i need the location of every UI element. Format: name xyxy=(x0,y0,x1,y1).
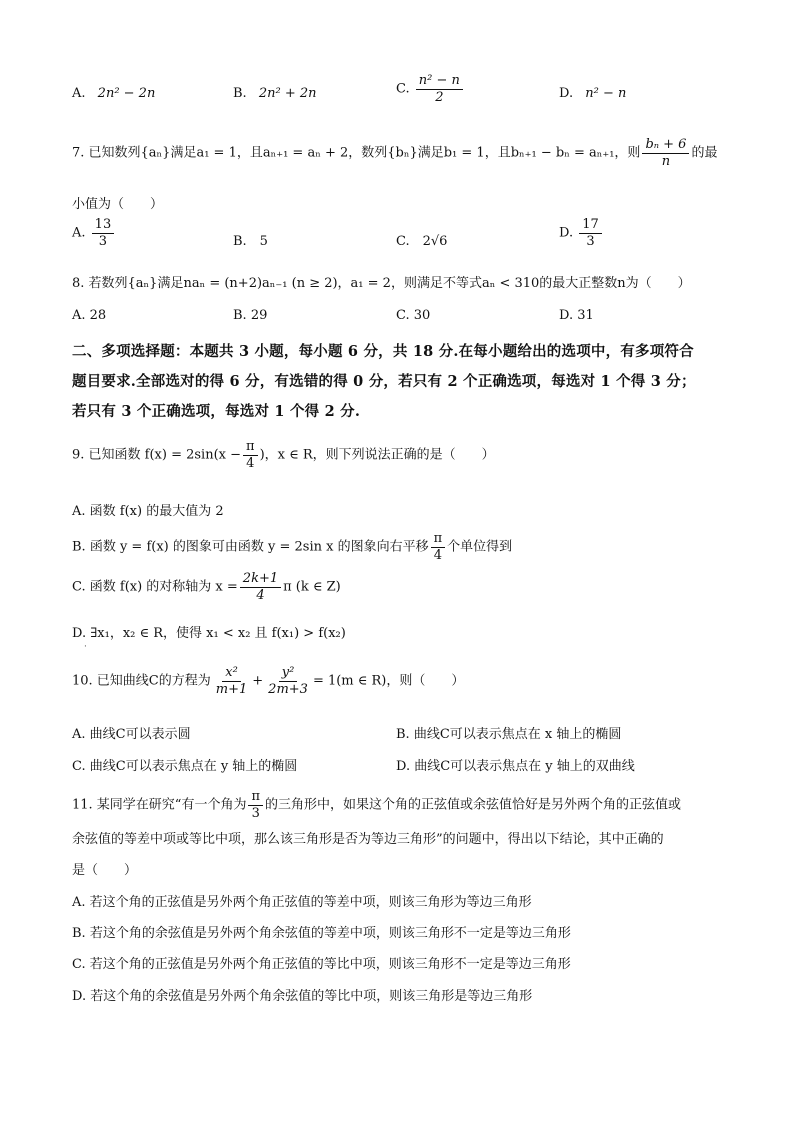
q7-option-a-numerator: 13 xyxy=(92,218,115,234)
q10-y-denominator: 2m+3 xyxy=(268,681,308,697)
q10-stem-tail: = 1(m ∈ R)，则（ ） xyxy=(312,673,465,689)
q6-option-a-expr: 2n² − 2n xyxy=(97,86,156,101)
q7-stem-line2: 小值为（ ） xyxy=(72,197,164,212)
q8-option-b: B. 29 xyxy=(233,308,268,323)
q6-option-c-denominator: 2 xyxy=(435,89,444,105)
q11-stem-line3: 是（ ） xyxy=(72,863,138,878)
q11-pi-numerator: π xyxy=(248,790,263,806)
q7-option-d-numerator: 17 xyxy=(579,218,602,234)
q9-option-c-denominator: 4 xyxy=(256,587,265,603)
q6-option-c-label: C. xyxy=(396,81,410,97)
q7-fraction-denominator: n xyxy=(661,153,671,169)
q10-option-d: D. 曲线C可以表示焦点在 y 轴上的双曲线 xyxy=(396,759,635,774)
q6-option-a xyxy=(72,86,155,101)
q9-option-b-denominator: 4 xyxy=(433,547,442,563)
stray-dot: · xyxy=(84,642,87,652)
q10-stem-text: 10. 已知曲线C的方程为 xyxy=(72,673,211,689)
q7-option-a-denominator: 3 xyxy=(98,233,108,249)
q11-stem-tail: 的三角形中，如果这个角的正弦值或余弦值恰好是另外两个角的正弦值或 xyxy=(265,797,682,813)
q11-option-d: D. 若这个角的余弦值是另外两个角余弦值的等比中项，则该三角形是等边三角形 xyxy=(72,989,533,1004)
q11-option-a: A. 若这个角的正弦值是另外两个角正弦值的等差中项，则该三角形为等边三角形 xyxy=(72,895,532,910)
q6-option-a-label: A. xyxy=(72,86,86,101)
q10-fraction-x xyxy=(213,666,251,696)
q8-option-a: A. 28 xyxy=(72,308,107,323)
q10-stem xyxy=(72,666,464,696)
q9-option-c-text: C. 函数 f(x) 的对称轴为 x = xyxy=(72,579,238,595)
q9-option-d: D. ∃x₁，x₂ ∈ R，使得 x₁ < x₂ 且 f(x₁) > f(x₂) xyxy=(72,626,346,641)
q7-option-d xyxy=(559,218,604,248)
q7-stem xyxy=(72,138,717,168)
q9-option-b xyxy=(72,532,512,562)
q9-option-a: A. 函数 f(x) 的最大值为 2 xyxy=(72,504,224,519)
q7-stem-tail: 的最 xyxy=(691,145,718,161)
q11-stem-line2: 余弦值的等差中项或等比中项，那么该三角形是否为等边三角形”的问题中，得出以下结论，其中正确的 xyxy=(72,832,664,847)
q10-plus: + xyxy=(252,673,264,689)
q11-stem-text: 11. 某同学在研究“有一个角为 xyxy=(72,797,247,813)
q7-option-a-label: A. xyxy=(72,225,86,241)
q9-option-b-text: B. 函数 y = f(x) 的图象可由函数 y = 2sin x 的图象向右平移 xyxy=(72,539,429,555)
section2-instructions-line2: 题目要求.全部选对的得 6 分，有选错的得 0 分，若只有 2 个正确选项，每选对 1 个得 3 分； xyxy=(72,373,696,390)
q7-option-d-label: D. xyxy=(559,225,574,241)
q9-option-c xyxy=(72,572,341,602)
q7-option-c: C. 2√6 xyxy=(396,234,448,249)
q6-option-d-expr: n² − n xyxy=(585,86,627,101)
q7-stem-text: 7. 已知数列{aₙ}满足a₁ = 1，且aₙ₊₁ = aₙ + 2，数列{bₙ}满足b₁ = 1，且bₙ₊₁ − bₙ = aₙ₊₁，则 xyxy=(72,145,641,161)
q6-option-c xyxy=(396,74,465,104)
q9-stem-text: 9. 已知函数 f(x) = 2sin(x − xyxy=(72,447,242,463)
q7-option-d-fraction xyxy=(579,218,602,248)
q9-pi-numerator: π xyxy=(243,440,258,456)
q9-stem-fraction xyxy=(243,440,258,470)
q10-option-b: B. 曲线C可以表示焦点在 x 轴上的椭圆 xyxy=(396,727,622,742)
q7-option-a xyxy=(72,218,116,248)
q9-option-b-fraction xyxy=(431,532,446,562)
q6-option-b-label: B. xyxy=(233,86,247,101)
q9-stem xyxy=(72,440,495,470)
q7-stem-fraction xyxy=(642,138,689,168)
q11-option-c: C. 若这个角的正弦值是另外两个角正弦值的等比中项，则该三角形不一定是等边三角形 xyxy=(72,957,571,972)
q6-option-b xyxy=(233,86,316,101)
q11-pi-denominator: 3 xyxy=(251,805,260,821)
q8-option-c: C. 30 xyxy=(396,308,431,323)
q10-fraction-y xyxy=(265,666,311,696)
q6-option-d xyxy=(559,86,626,101)
q9-option-b-tail: 个单位得到 xyxy=(447,539,513,555)
q9-option-b-numerator: π xyxy=(431,532,446,548)
q11-option-b: B. 若这个角的余弦值是另外两个角余弦值的等差中项，则该三角形不一定是等边三角形 xyxy=(72,926,571,941)
q7-fraction-numerator: bₙ + 6 xyxy=(642,138,689,154)
q6-option-d-label: D. xyxy=(559,86,574,101)
q11-stem xyxy=(72,790,681,820)
q6-option-c-numerator: n² − n xyxy=(416,74,463,90)
q6-option-c-fraction xyxy=(416,74,463,104)
q11-stem-fraction xyxy=(248,790,263,820)
q8-stem: 8. 若数列{aₙ}满足naₙ = (n+2)aₙ₋₁ (n ≥ 2)，a₁ = 2，则满足不等式aₙ < 310的最大正整数n为（ ） xyxy=(72,276,691,291)
section2-instructions-line1: 二、多项选择题：本题共 3 小题，每小题 6 分，共 18 分.在每小题给出的选项中，有多项符合 xyxy=(72,343,694,360)
q10-y-numerator: y² xyxy=(279,666,298,682)
q10-x-denominator: m+1 xyxy=(215,681,248,697)
q9-pi-denominator: 4 xyxy=(246,455,255,471)
q10-option-c: C. 曲线C可以表示焦点在 y 轴上的椭圆 xyxy=(72,759,298,774)
q10-option-a: A. 曲线C可以表示圆 xyxy=(72,727,191,742)
q9-option-c-numerator: 2k+1 xyxy=(240,572,281,588)
q7-option-a-fraction xyxy=(92,218,115,248)
q7-option-d-denominator: 3 xyxy=(586,233,595,249)
q8-option-d: D. 31 xyxy=(559,308,594,323)
q9-option-c-fraction xyxy=(240,572,281,602)
q9-option-c-tail: π (k ∈ Z) xyxy=(283,579,341,595)
q6-option-b-expr: 2n² + 2n xyxy=(258,86,317,101)
section2-instructions-line3: 若只有 3 个正确选项，每选对 1 个得 2 分. xyxy=(72,403,361,420)
q9-stem-tail: )，x ∈ R，则下列说法正确的是（ ） xyxy=(259,447,495,463)
q7-option-b: B. 5 xyxy=(233,234,268,249)
q10-x-numerator: x² xyxy=(222,666,241,682)
